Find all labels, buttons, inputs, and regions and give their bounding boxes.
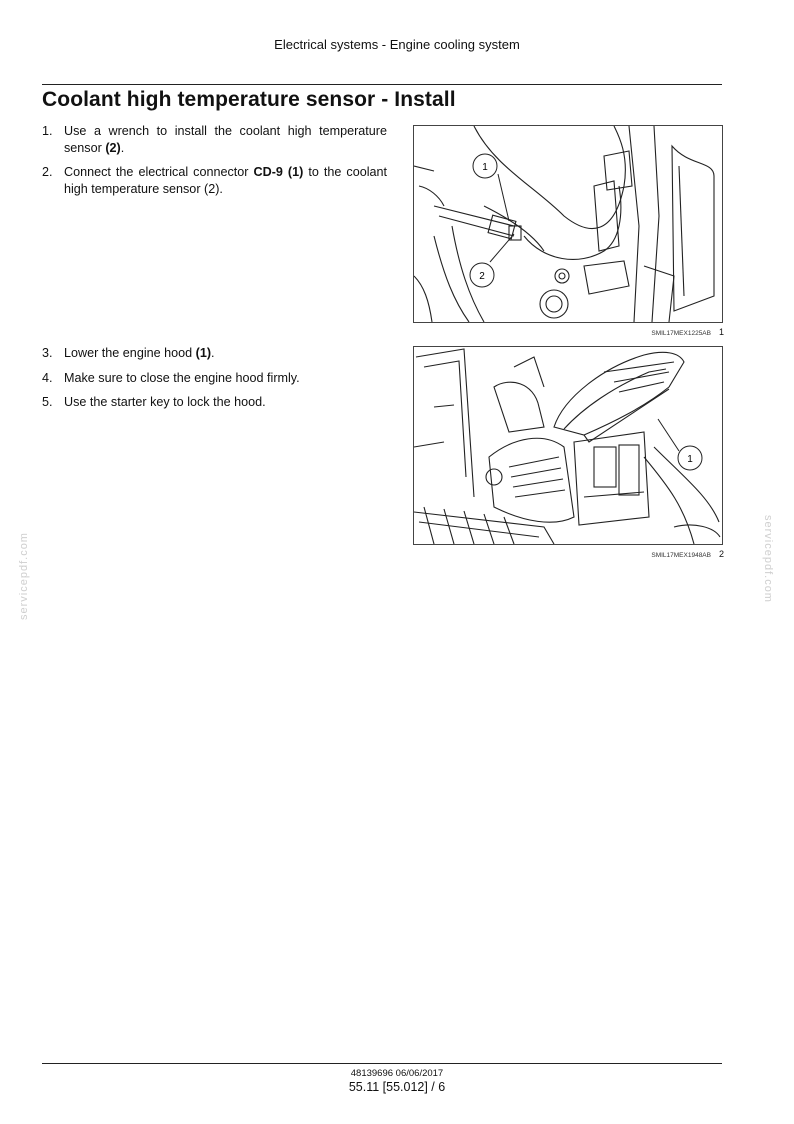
step-text: Connect the electrical connector CD-9 (1) to the coolant high temperature sensor (2). xyxy=(64,165,388,196)
step-number: 4. xyxy=(42,370,53,385)
figure-1-sensor-illustration xyxy=(413,125,723,323)
figure-1-caption xyxy=(540,327,724,337)
steps-list-2 xyxy=(42,345,387,419)
document-id: 48139696 06/06/2017 xyxy=(350,1068,444,1079)
step-number: 2. xyxy=(42,165,53,179)
step-item xyxy=(42,394,387,411)
step-number: 3. xyxy=(42,346,53,360)
step-text: Use the starter key to lock the hood. xyxy=(64,395,266,409)
figure-2-caption xyxy=(540,549,724,559)
sensor-line-drawing xyxy=(414,126,722,322)
step-item xyxy=(42,164,387,197)
step-number: 5. xyxy=(42,395,53,409)
step-text: Make sure to close the engine hood firmly. xyxy=(64,370,300,385)
step-item xyxy=(42,345,387,362)
page-number: 55.11 [55.012] / 6 xyxy=(348,1080,446,1094)
figure-code: SMIL17MEX1948AB xyxy=(651,552,711,559)
step-text: Lower the engine hood (1). xyxy=(64,346,215,360)
figure-2-engine-hood-illustration xyxy=(413,346,723,545)
step-item xyxy=(42,123,387,156)
steps-list-1 xyxy=(42,123,387,205)
footer-rule xyxy=(42,1063,722,1064)
page-title: Coolant high temperature sensor - Install xyxy=(42,88,456,111)
watermark-right: servicepdf.com xyxy=(762,515,774,603)
step-text: Use a wrench to install the coolant high temperature sensor (2). xyxy=(64,124,387,155)
figure-number: 2 xyxy=(718,549,724,559)
figure-code: SMIL17MEX1225AB xyxy=(651,330,711,337)
watermark-left: servicepdf.com xyxy=(18,532,30,620)
callout-2-label: 2 xyxy=(479,271,485,282)
callout-1-label: 1 xyxy=(482,162,488,173)
header-rule xyxy=(42,84,722,85)
hood-line-drawing xyxy=(414,347,722,544)
running-header: Electrical systems - Engine cooling system xyxy=(274,37,520,52)
callout-1-label: 1 xyxy=(687,454,693,465)
step-item xyxy=(42,370,387,387)
figure-number: 1 xyxy=(718,327,724,337)
step-number: 1. xyxy=(42,124,53,138)
